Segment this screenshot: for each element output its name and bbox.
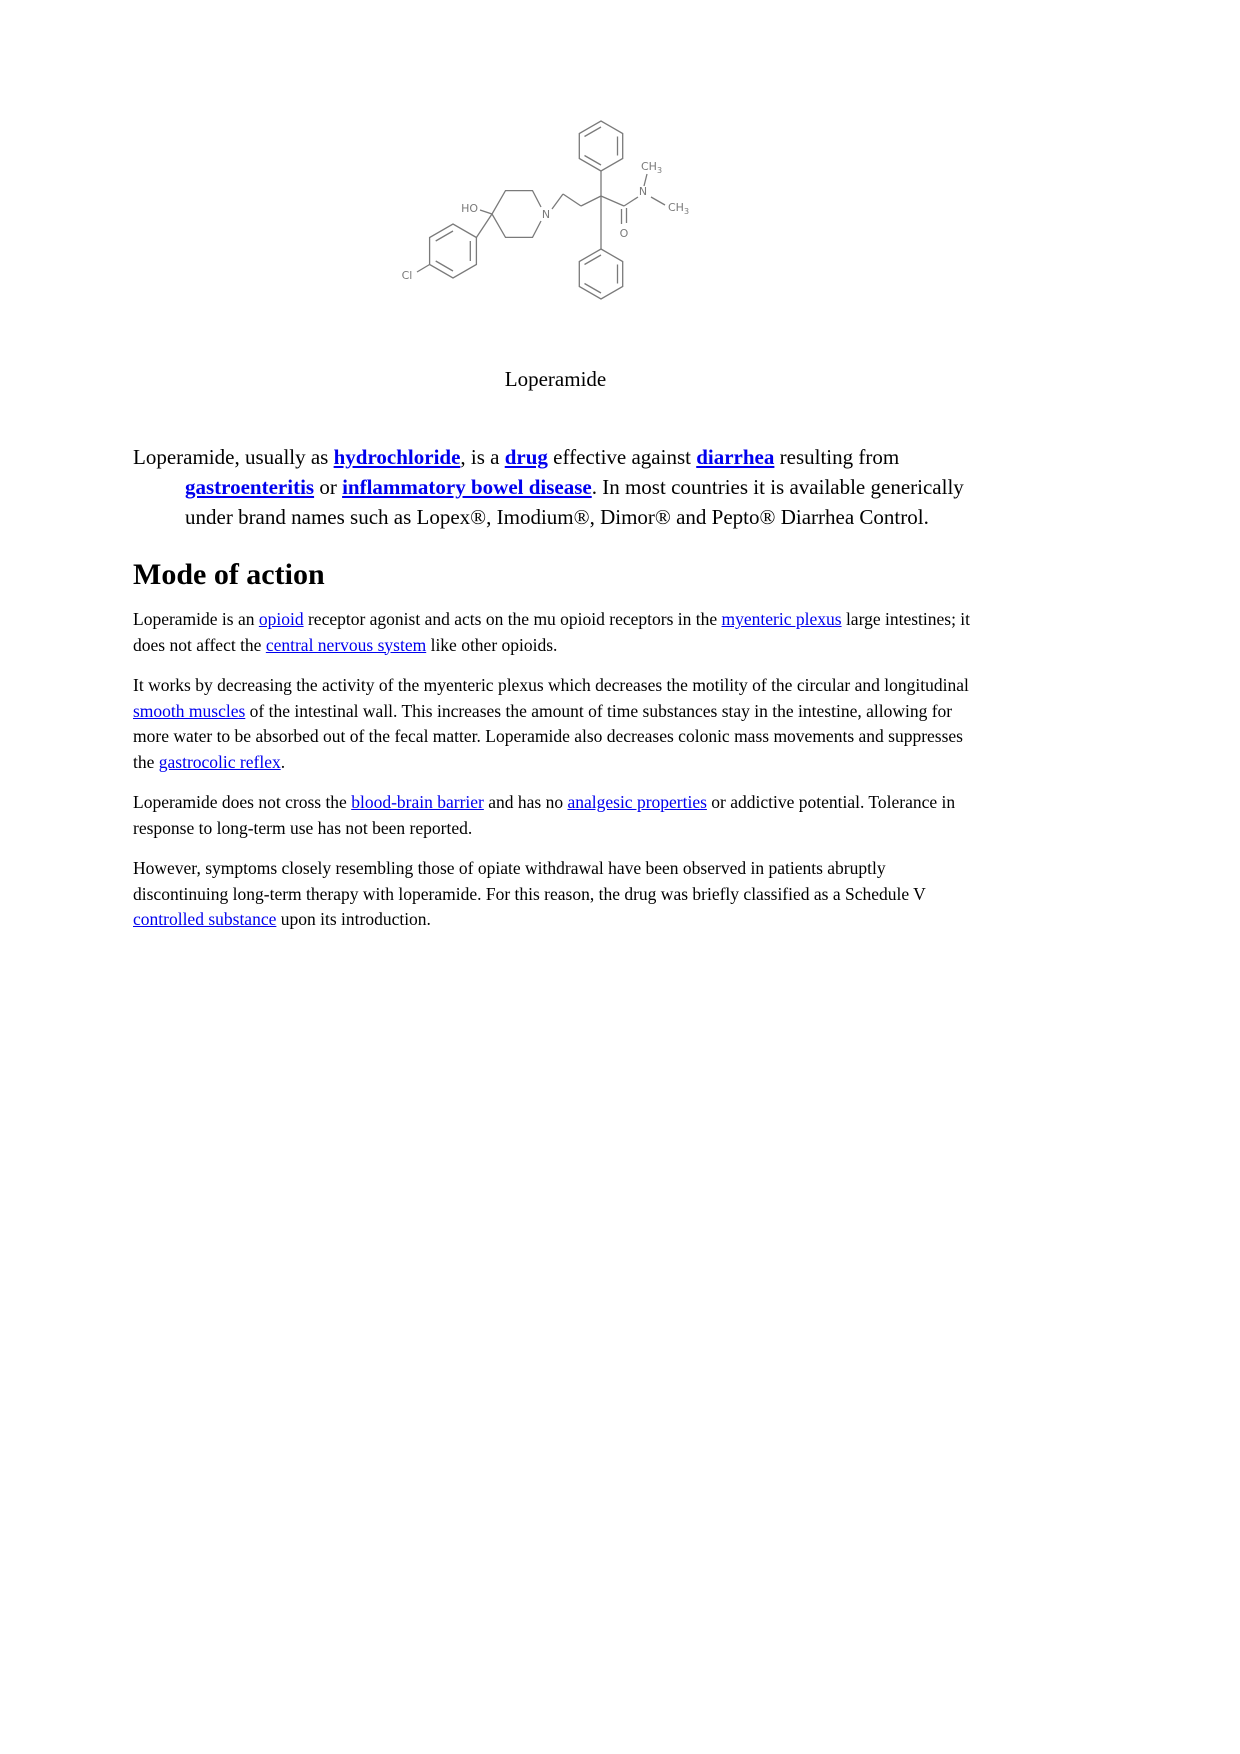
text-run: effective against [547, 445, 697, 469]
text-run: receptor agonist and acts on the mu opioid receptors in the [303, 609, 722, 629]
text-run: . In most countries it is available generically under brand names such as Lopex®, Imodium®, Dimor® and Pepto® Diarrhea Control. [185, 475, 964, 529]
link-drug[interactable]: drug [504, 445, 548, 469]
text-run: resulting from [774, 445, 900, 469]
label-amide-n: N [638, 185, 647, 198]
label-methyl-top: $CH_3$ [640, 160, 662, 175]
text-run: . [280, 751, 286, 772]
text-run: of the intestinal wall. This increases the amount of time substances stay in the intestine, allowing for more water to be absorbed out of the fecal matter. Loperamide also decreases colonic mass movements and suppresses the [133, 700, 963, 772]
document-page [133, 0, 978, 933]
text-run: However, symptoms closely resembling those of opiate withdrawal have been observed in patients abruptly discontinuing long-term therapy with loperamide. For this reason, the drug was briefly classified as a Schedule V [133, 858, 926, 904]
link-opioid[interactable]: opioid [258, 609, 304, 629]
section-heading-mode-of-action: Mode of action [133, 558, 325, 591]
label-cl: Cl [401, 269, 412, 282]
paragraph-blood-brain-barrier [133, 790, 978, 841]
label-methyl-right: $CH_3$ [667, 201, 689, 216]
intro-paragraph [133, 442, 978, 532]
text-run: like other opioids. [426, 634, 558, 655]
paragraph-withdrawal [133, 856, 978, 933]
paragraph-how-it-works [133, 673, 978, 775]
link-diarrhea[interactable]: diarrhea [696, 445, 775, 469]
text-run: large intestines; it does not affect the [133, 609, 971, 655]
label-carbonyl-o: O [619, 227, 628, 240]
link-analgesic-properties[interactable]: analgesic properties [567, 792, 707, 812]
link-controlled-substance[interactable]: controlled substance [133, 909, 277, 929]
text-run: and has no [483, 792, 568, 812]
link-smooth-muscles[interactable]: smooth muscles [133, 700, 246, 721]
text-run: or [314, 475, 343, 499]
link-myenteric-plexus[interactable]: myenteric plexus [721, 609, 842, 629]
text-run: Loperamide, usually as [133, 445, 334, 469]
text-run: Loperamide is an [133, 609, 259, 629]
text-run: or addictive potential. Tolerance in response to long-term use has not been reported. [133, 792, 956, 838]
molecule-caption: Loperamide [504, 367, 607, 391]
text-run: It works by decreasing the activity of the myenteric plexus which decreases the motility of the circular and longitudinal [133, 675, 969, 695]
text-run: upon its introduction. [276, 909, 431, 929]
link-gastrocolic-reflex[interactable]: gastrocolic reflex [158, 751, 281, 772]
text-run: Loperamide does not cross the [133, 792, 352, 812]
molecule-figure [133, 116, 978, 392]
link-gastroenteritis[interactable]: gastroenteritis [185, 475, 315, 499]
link-inflammatory-bowel-disease[interactable]: inflammatory bowel disease [342, 475, 592, 499]
molecule-structure-image [391, 116, 721, 312]
link-hydrochloride[interactable]: hydrochloride [333, 445, 461, 469]
link-central-nervous-system[interactable]: central nervous system [265, 634, 427, 655]
label-ring-n: N [541, 208, 550, 221]
paragraph-opioid-receptor [133, 607, 978, 658]
text-run: , is a [460, 445, 505, 469]
label-ho: HO [460, 202, 478, 215]
link-blood-brain-barrier[interactable]: blood-brain barrier [351, 792, 484, 812]
